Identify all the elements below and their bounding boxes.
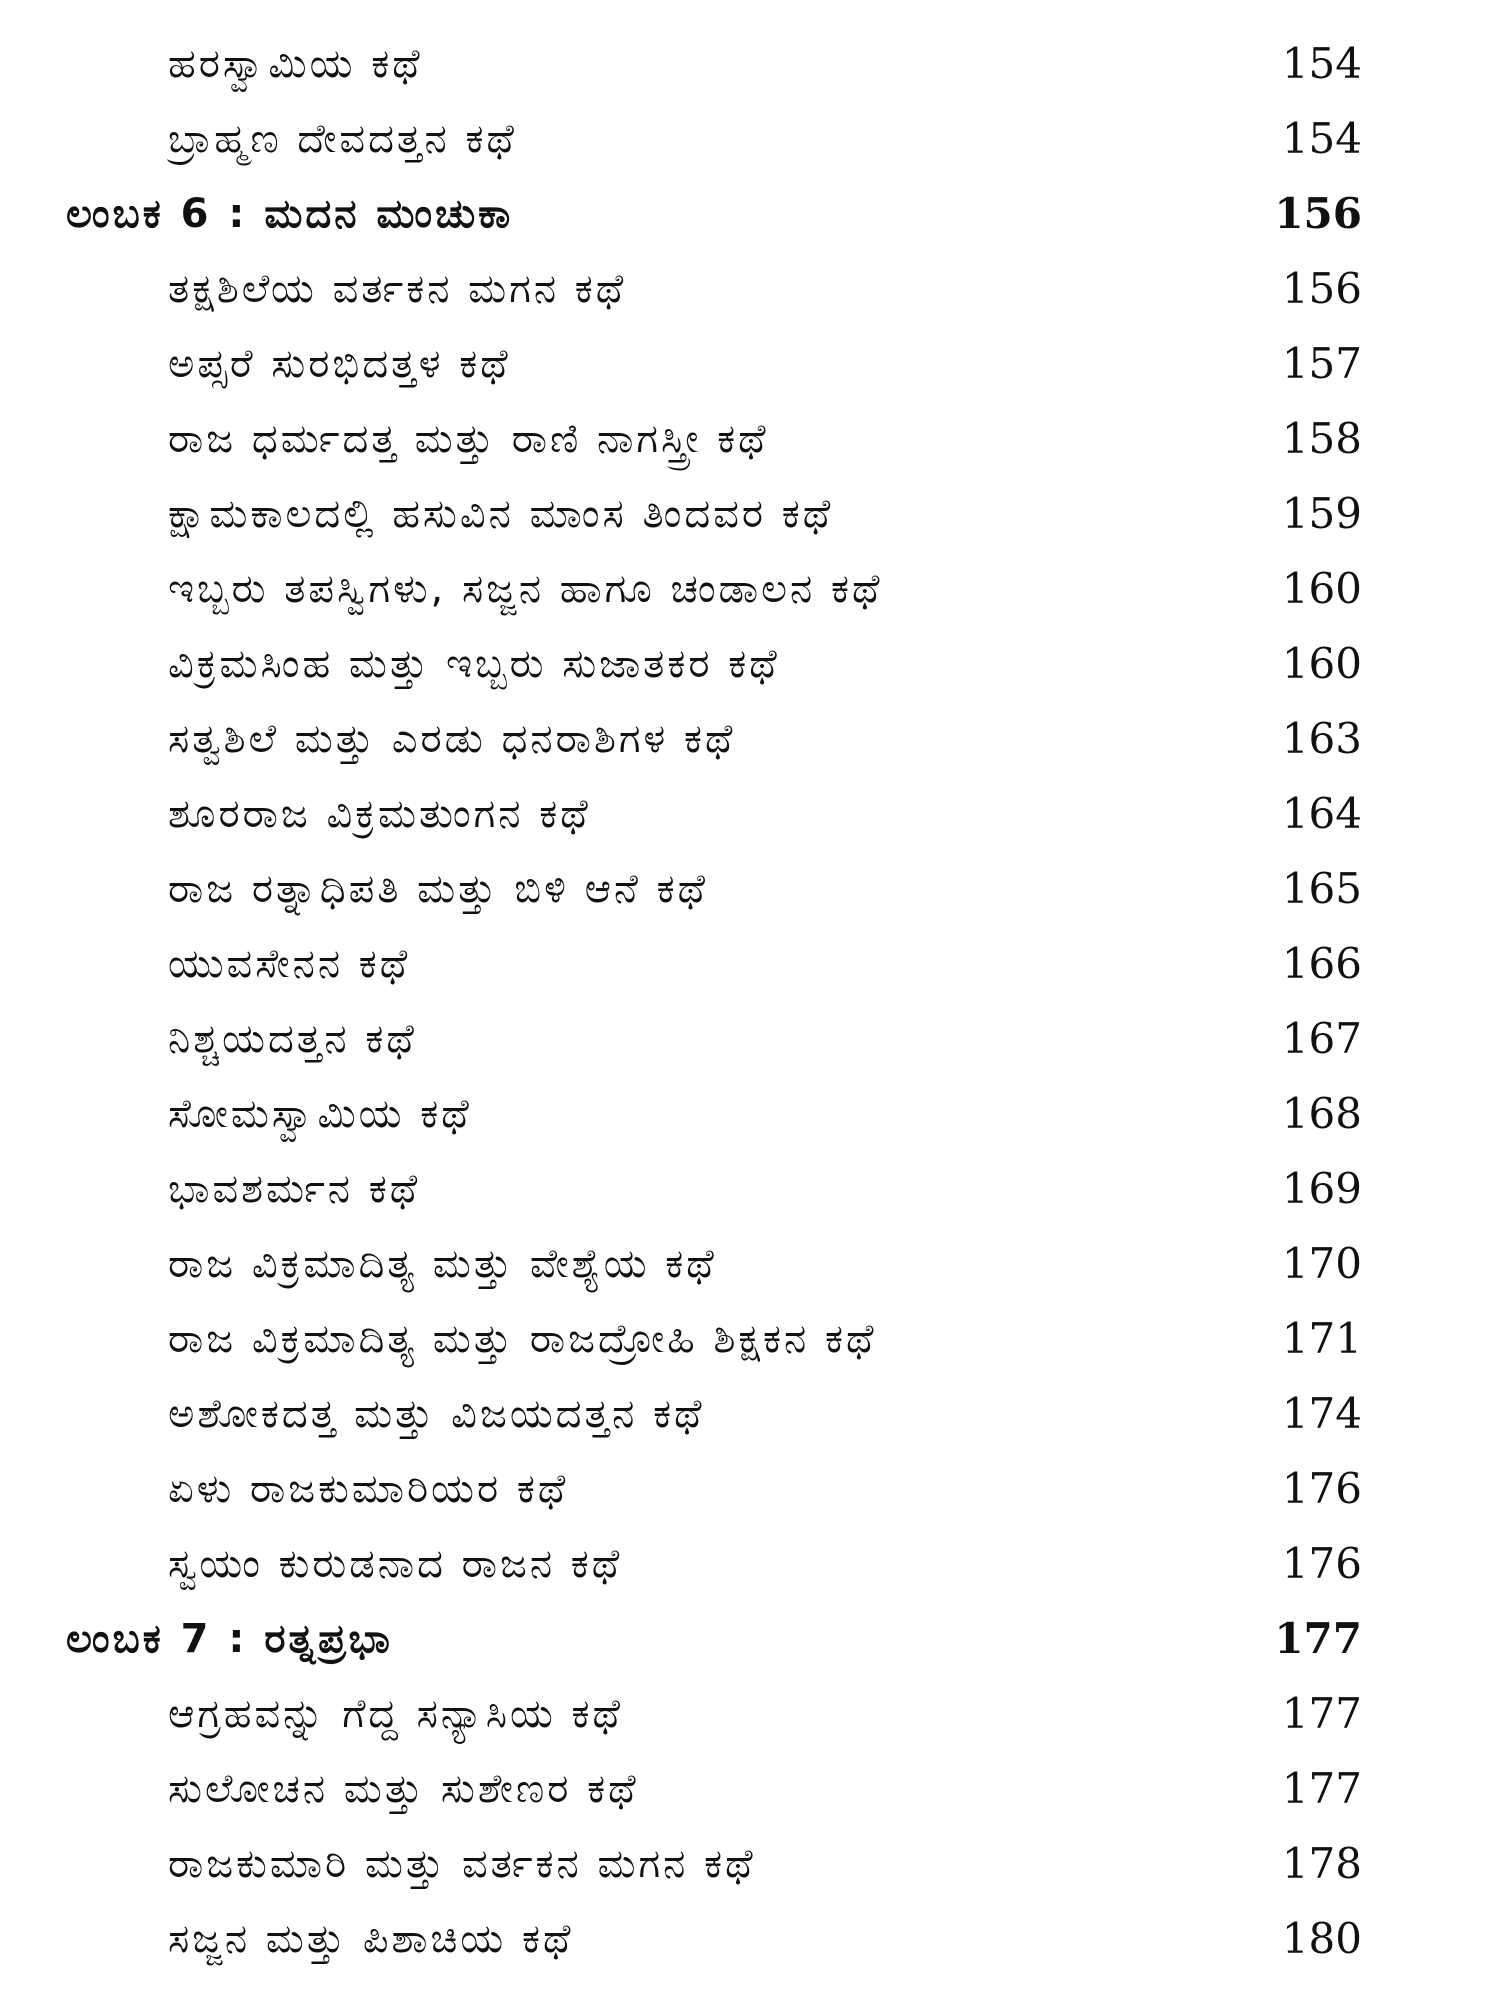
page-number: 166 bbox=[1281, 939, 1362, 988]
entry-title: ರಾಜ ವಿಕ್ರಮಾದಿತ್ಯ ಮತ್ತು ರಾಜದ್ರೋಹಿ ಶಿಕ್ಷಕನ ಕಥೆ bbox=[168, 1316, 877, 1362]
page-number: 154 bbox=[1281, 114, 1362, 163]
toc-entry bbox=[0, 103, 1500, 178]
toc-entry bbox=[0, 328, 1500, 403]
entry-title: ಅಪ್ಸರೆ ಸುರಭಿದತ್ತಳ ಕಥೆ bbox=[168, 341, 511, 387]
table-of-contents bbox=[0, 28, 1500, 1978]
entry-title: ತಕ್ಷಶಿಲೆಯ ವರ್ತಕನ ಮಗನ ಕಥೆ bbox=[168, 266, 627, 312]
entry-title: ಯುವಸೇನನ ಕಥೆ bbox=[168, 941, 411, 987]
entry-title: ಹರಸ್ವಾಮಿಯ ಕಥೆ bbox=[168, 41, 423, 87]
entry-title: ಇಬ್ಬರು ತಪಸ್ವಿಗಳು, ಸಜ್ಜನ ಹಾಗೂ ಚಂಡಾಲನ ಕಥೆ bbox=[168, 566, 883, 612]
toc-entry bbox=[0, 1003, 1500, 1078]
toc-entry bbox=[0, 478, 1500, 553]
page-number: 180 bbox=[1281, 1914, 1362, 1963]
toc-entry bbox=[0, 1228, 1500, 1303]
entry-title: ಭಾವಶರ್ಮನ ಕಥೆ bbox=[168, 1166, 421, 1212]
toc-entry bbox=[0, 778, 1500, 853]
toc-entry bbox=[0, 1378, 1500, 1453]
page-number: 163 bbox=[1281, 714, 1362, 763]
entry-title: ಏಳು ರಾಜಕುಮಾರಿಯರ ಕಥೆ bbox=[168, 1466, 569, 1512]
page-number: 174 bbox=[1281, 1389, 1362, 1438]
entry-title: ರಾಜ ರತ್ನಾಧಿಪತಿ ಮತ್ತು ಬಿಳಿ ಆನೆ ಕಥೆ bbox=[168, 866, 709, 912]
page-number: 177 bbox=[1274, 1614, 1362, 1663]
section-title: ಲಂಬಕ 6 : ಮದನ ಮಂಚುಕಾ bbox=[66, 191, 514, 237]
toc-entry bbox=[0, 1078, 1500, 1153]
entry-title: ಆಗ್ರಹವನ್ನು ಗೆದ್ದ ಸನ್ಯಾಸಿಯ ಕಥೆ bbox=[168, 1691, 623, 1737]
entry-title: ರಾಜ ವಿಕ್ರಮಾದಿತ್ಯ ಮತ್ತು ವೇಶ್ಯೆಯ ಕಥೆ bbox=[168, 1241, 717, 1287]
toc-entry bbox=[0, 628, 1500, 703]
page-number: 176 bbox=[1281, 1464, 1362, 1513]
page-number: 178 bbox=[1281, 1839, 1362, 1888]
entry-title: ವಿಕ್ರಮಸಿಂಹ ಮತ್ತು ಇಬ್ಬರು ಸುಜಾತಕರ ಕಥೆ bbox=[168, 641, 780, 687]
toc-entry bbox=[0, 1153, 1500, 1228]
toc-entry bbox=[0, 28, 1500, 103]
toc-entry bbox=[0, 253, 1500, 328]
entry-title: ಸತ್ವಶಿಲೆ ಮತ್ತು ಎರಡು ಧನರಾಶಿಗಳ ಕಥೆ bbox=[168, 716, 736, 762]
page-number: 160 bbox=[1281, 639, 1362, 688]
toc-entry bbox=[0, 553, 1500, 628]
entry-title: ಬ್ರಾಹ್ಮಣ ದೇವದತ್ತನ ಕಥೆ bbox=[168, 116, 517, 162]
page-number: 167 bbox=[1281, 1014, 1362, 1063]
page-number: 176 bbox=[1281, 1539, 1362, 1588]
page-number: 156 bbox=[1274, 189, 1362, 238]
page-number: 160 bbox=[1281, 564, 1362, 613]
page-number: 171 bbox=[1281, 1314, 1362, 1363]
entry-title: ಸ್ವಯಂ ಕುರುಡನಾದ ರಾಜನ ಕಥೆ bbox=[168, 1541, 623, 1587]
toc-entry bbox=[0, 1528, 1500, 1603]
toc-entry bbox=[0, 853, 1500, 928]
toc-entry bbox=[0, 1303, 1500, 1378]
entry-title: ಸಜ್ಜನ ಮತ್ತು ಪಿಶಾಚಿಯ ಕಥೆ bbox=[168, 1916, 574, 1962]
toc-section-heading bbox=[0, 1603, 1500, 1678]
entry-title: ಸೋಮಸ್ವಾಮಿಯ ಕಥೆ bbox=[168, 1091, 472, 1137]
toc-entry bbox=[0, 703, 1500, 778]
page-number: 157 bbox=[1281, 339, 1362, 388]
toc-section-heading bbox=[0, 178, 1500, 253]
toc-entry bbox=[0, 928, 1500, 1003]
toc-entry bbox=[0, 403, 1500, 478]
toc-entry bbox=[0, 1903, 1500, 1978]
page-number: 164 bbox=[1281, 789, 1362, 838]
page-number: 177 bbox=[1281, 1764, 1362, 1813]
page-number: 169 bbox=[1281, 1164, 1362, 1213]
entry-title: ಶೂರರಾಜ ವಿಕ್ರಮತುಂಗನ ಕಥೆ bbox=[168, 791, 591, 837]
page-number: 154 bbox=[1281, 39, 1362, 88]
entry-title: ಸುಲೋಚನ ಮತ್ತು ಸುಶೇಣರ ಕಥೆ bbox=[168, 1766, 639, 1812]
page-number: 170 bbox=[1281, 1239, 1362, 1288]
entry-title: ಕ್ಷಾಮಕಾಲದಲ್ಲಿ ಹಸುವಿನ ಮಾಂಸ ತಿಂದವರ ಕಥೆ bbox=[168, 491, 834, 537]
entry-title: ಅಶೋಕದತ್ತ ಮತ್ತು ವಿಜಯದತ್ತನ ಕಥೆ bbox=[168, 1391, 705, 1437]
page-number: 158 bbox=[1281, 414, 1362, 463]
entry-title: ನಿಶ್ಚಯದತ್ತನ ಕಥೆ bbox=[168, 1016, 417, 1062]
toc-entry bbox=[0, 1678, 1500, 1753]
entry-title: ರಾಜ ಧರ್ಮದತ್ತ ಮತ್ತು ರಾಣಿ ನಾಗಸ್ತ್ರೀ ಕಥೆ bbox=[168, 416, 769, 462]
page-number: 177 bbox=[1281, 1689, 1362, 1738]
page-number: 165 bbox=[1281, 864, 1362, 913]
page-number: 156 bbox=[1281, 264, 1362, 313]
toc-entry bbox=[0, 1753, 1500, 1828]
toc-entry bbox=[0, 1828, 1500, 1903]
page-number: 168 bbox=[1281, 1089, 1362, 1138]
page-number: 159 bbox=[1281, 489, 1362, 538]
section-title: ಲಂಬಕ 7 : ರತ್ನಪ್ರಭಾ bbox=[66, 1616, 393, 1662]
toc-entry bbox=[0, 1453, 1500, 1528]
entry-title: ರಾಜಕುಮಾರಿ ಮತ್ತು ವರ್ತಕನ ಮಗನ ಕಥೆ bbox=[168, 1841, 756, 1887]
